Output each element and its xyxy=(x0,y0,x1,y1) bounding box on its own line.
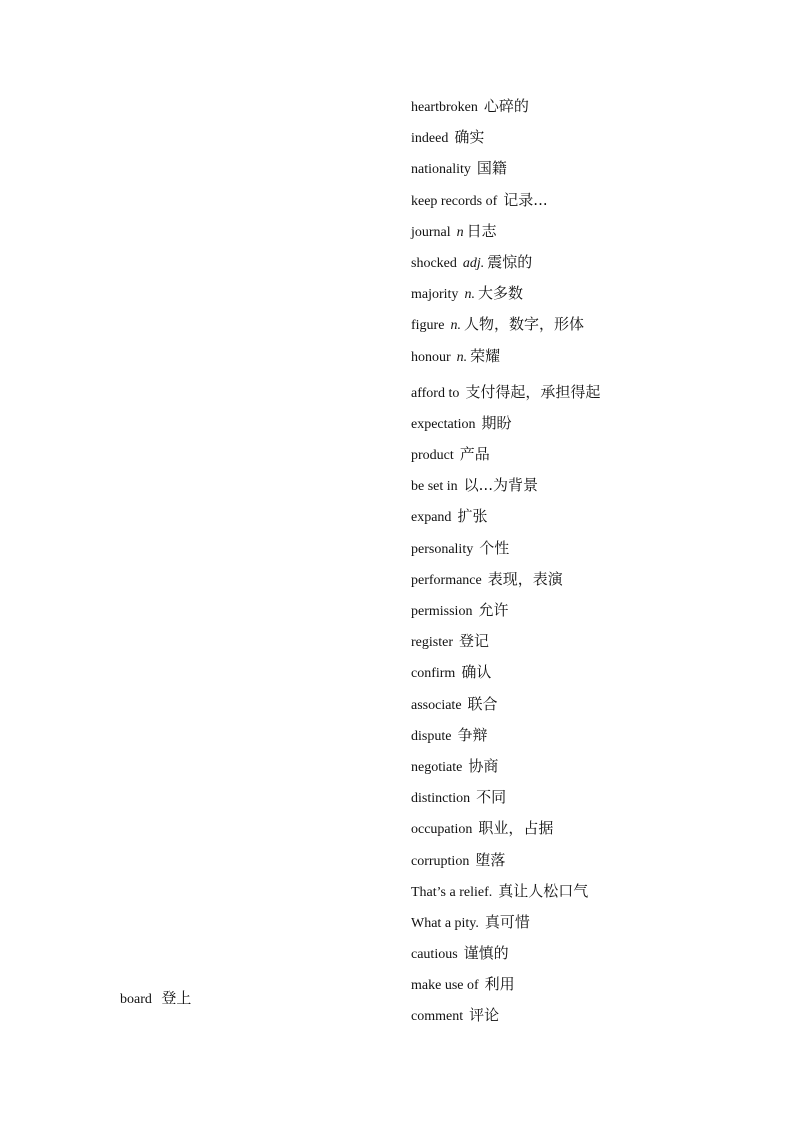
vocab-meaning: 协商 xyxy=(468,756,499,775)
vocab-part-of-speech: adj. xyxy=(462,255,485,271)
vocab-item xyxy=(411,567,600,598)
vocab-meaning: 确认 xyxy=(461,663,492,682)
vocab-item xyxy=(411,156,600,187)
vocab-meaning: 真让人松口气 xyxy=(498,881,589,900)
vocab-term: performance xyxy=(411,572,482,588)
vocab-item xyxy=(411,879,600,910)
vocab-term: dispute xyxy=(411,728,452,744)
vocab-meaning: 真可惜 xyxy=(484,912,530,931)
vocab-meaning: 心碎的 xyxy=(483,97,529,115)
vocab-term: majority xyxy=(411,287,459,303)
vocab-meaning: 争辩 xyxy=(457,725,488,744)
vocab-meaning: 确实 xyxy=(454,128,485,147)
vocab-term: product xyxy=(411,448,454,464)
vocab-meaning: 允许 xyxy=(478,601,509,619)
vocab-term: journal xyxy=(411,224,451,240)
vocab-item xyxy=(411,281,600,312)
vocab-term: afford to xyxy=(411,385,460,401)
vocab-term: confirm xyxy=(411,666,456,682)
vocab-item xyxy=(411,188,600,219)
vocab-meaning: 个性 xyxy=(479,538,510,557)
vocab-item xyxy=(411,941,600,972)
vocab-part-of-speech: n. xyxy=(450,318,461,334)
vocab-item xyxy=(411,312,600,343)
vocab-meaning: 联合 xyxy=(467,694,498,713)
vocab-item xyxy=(411,473,600,504)
vocab-meaning: 评论 xyxy=(469,1006,500,1025)
vocab-meaning: 堕落 xyxy=(475,850,506,869)
vocab-term: What a pity. xyxy=(411,915,479,931)
vocab-meaning: 表现，表演 xyxy=(487,569,563,588)
vocab-term: That’s a relief. xyxy=(411,884,493,900)
vocab-term: keep records of xyxy=(411,193,498,209)
vocab-item xyxy=(411,125,600,156)
vocab-term: honour xyxy=(411,349,451,365)
vocab-term: figure xyxy=(411,318,445,334)
vocab-item xyxy=(411,380,600,411)
vocab-term: negotiate xyxy=(411,759,463,775)
vocab-term: associate xyxy=(411,697,462,713)
vocab-term: shocked xyxy=(411,255,457,271)
vocab-item xyxy=(411,442,600,473)
vocab-item xyxy=(411,660,600,691)
vocab-item xyxy=(411,344,600,375)
vocab-term: comment xyxy=(411,1009,464,1025)
vocab-item xyxy=(411,692,600,723)
vocab-term: permission xyxy=(411,604,473,619)
vocab-part-of-speech: n. xyxy=(456,349,468,365)
vocab-meaning: 国籍 xyxy=(476,159,507,178)
vocab-term: expand xyxy=(411,510,452,526)
vocab-item xyxy=(411,754,600,785)
vocab-term: expectation xyxy=(411,416,476,432)
vocab-item xyxy=(411,504,600,535)
vocab-item xyxy=(411,910,600,941)
vocab-term: personality xyxy=(411,541,474,557)
vocab-item xyxy=(411,250,600,281)
vocab-meaning: 谨慎的 xyxy=(463,944,509,963)
vocab-part-of-speech: n xyxy=(456,224,464,240)
vocab-meaning: 利用 xyxy=(484,975,515,994)
vocab-meaning: 产品 xyxy=(459,445,490,464)
vocab-meaning: 记录... xyxy=(503,190,548,209)
vocab-item xyxy=(411,598,600,629)
vocab-item xyxy=(411,816,600,847)
vocab-term: indeed xyxy=(411,131,449,147)
vocab-meaning: 不同 xyxy=(476,788,507,807)
vocab-item xyxy=(411,629,600,660)
vocab-meaning: 日志 xyxy=(466,221,497,240)
vocab-term: be set in xyxy=(411,479,458,495)
vocabulary-list xyxy=(411,94,600,1035)
vocab-meaning: 荣耀 xyxy=(470,346,501,365)
vocab-meaning: 大多数 xyxy=(477,284,523,303)
vocab-meaning: 登记 xyxy=(458,632,489,651)
vocab-meaning: 以...为背景 xyxy=(463,476,538,495)
vocab-term: make use of xyxy=(411,978,479,994)
vocab-item xyxy=(411,848,600,879)
vocab-meaning: 震惊的 xyxy=(487,252,533,271)
vocab-item xyxy=(411,411,600,442)
vocab-term: register xyxy=(411,635,453,651)
vocab-meaning: 职业，占据 xyxy=(478,819,554,838)
vocab-item xyxy=(411,723,600,754)
side-vocabulary-entry xyxy=(120,986,191,1012)
vocab-term: distinction xyxy=(411,791,471,807)
vocab-term: cautious xyxy=(411,947,458,963)
vocab-term: heartbroken xyxy=(411,100,478,115)
vocab-item xyxy=(411,94,600,125)
vocab-term: nationality xyxy=(411,162,471,178)
vocab-term: board xyxy=(120,992,152,1007)
vocab-item xyxy=(411,1003,600,1034)
vocab-item xyxy=(411,536,600,567)
vocab-part-of-speech: n. xyxy=(464,287,475,303)
vocab-item xyxy=(411,785,600,816)
vocab-meaning: 扩张 xyxy=(457,507,488,526)
vocab-meaning: 人物，数字，形体 xyxy=(463,315,584,334)
vocab-item xyxy=(411,972,600,1003)
vocab-term: corruption xyxy=(411,853,470,869)
vocab-term: occupation xyxy=(411,822,473,838)
vocab-meaning: 期盼 xyxy=(481,413,512,432)
vocab-item xyxy=(411,219,600,250)
vocab-meaning: 支付得起，承担得起 xyxy=(465,382,601,401)
vocab-meaning: 登上 xyxy=(161,989,192,1007)
